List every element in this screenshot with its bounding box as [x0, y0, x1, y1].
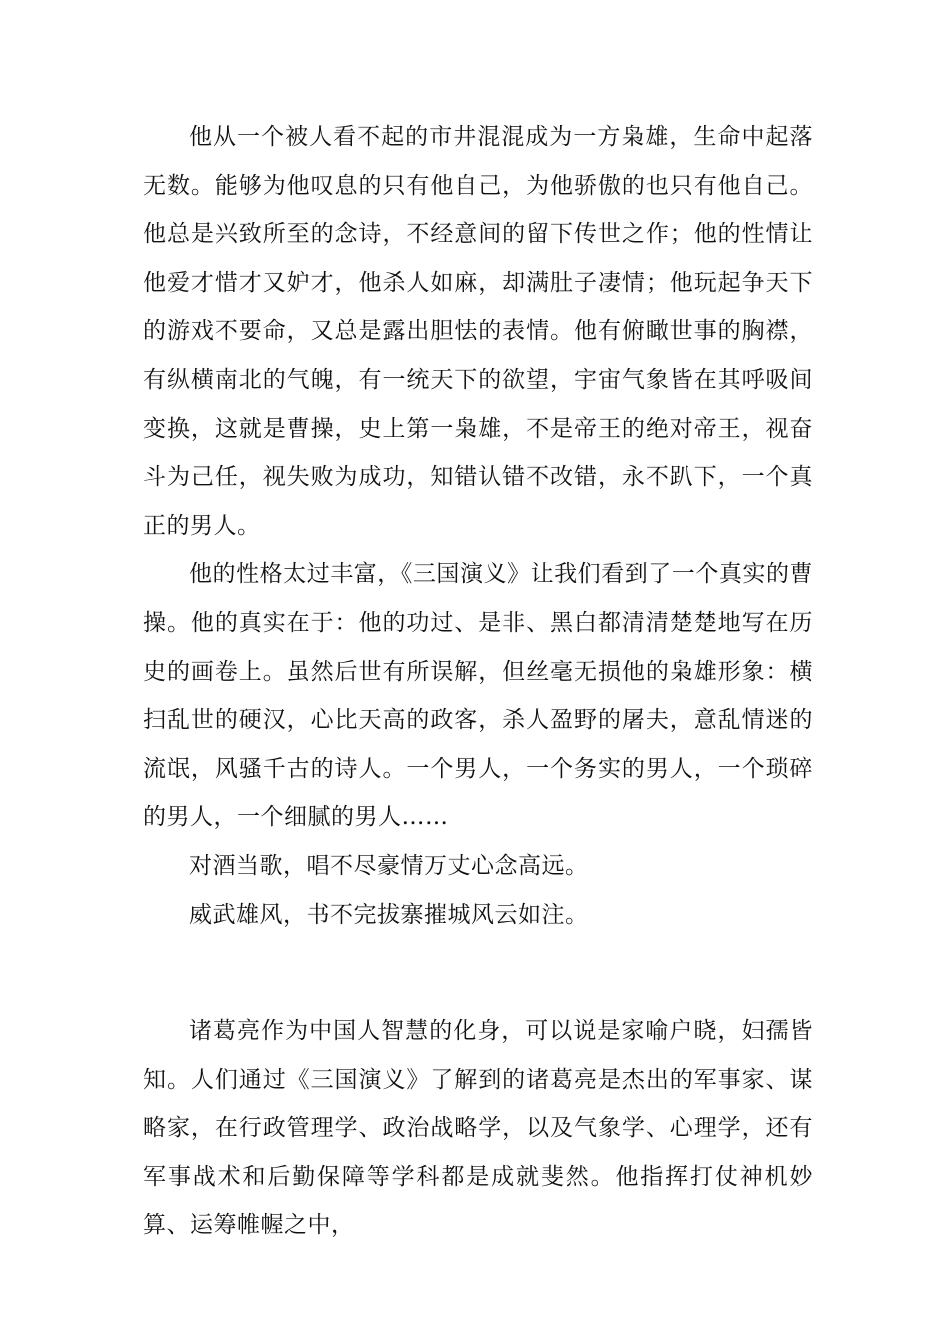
zhuge-liang-section	[143, 1007, 813, 1250]
paragraph: 威武雄风，书不完拔寨摧城风云如注。	[189, 901, 589, 928]
paragraph: 他的性格太过丰富，《三国演义》让我们看到了一个真实的曹操。他的真实在于：他的功过、是非、黑白都清清楚楚地写在历史的画卷上。虽然后世有所误解，但丝毫无损他的枭雄形象：横扫乱世的硬汉，心比天高的政客，杀人盈野的屠夫，意乱情迷的流氓，风骚千古的诗人。一个男人，一个务实的男人，一个琐碎的男人，一个细腻的男人……	[143, 561, 813, 831]
paragraph: 诸葛亮作为中国人智慧的化身，可以说是家喻户晓，妇孺皆知。人们通过《三国演义》了解到的诸葛亮是杰出的军事家、谋略家，在行政管理学、政治战略学，以及气象学、心理学，还有军事战术和后勤保障等学科都是成就斐然。他指挥打仗神机妙算、运筹帷幄之中，	[143, 1018, 813, 1239]
paragraph: 对酒当歌，唱不尽豪情万丈心念高远。	[189, 852, 589, 879]
paragraph: 他从一个被人看不起的市井混混成为一方枭雄，生命中起落无数。能够为他叹息的只有他自己，为他骄傲的也只有他自己。他总是兴致所至的念诗，不经意间的留下传世之作；他的性情让他爱才惜才又妒才，他杀人如麻，却满肚子凄情；他玩起争天下的游戏不要命，又总是露出胆怯的表情。他有俯瞰世事的胸襟，有纵横南北的气魄，有一统天下的欲望，宇宙气象皆在其呼吸间变换，这就是曹操，史上第一枭雄，不是帝王的绝对帝王，视奋斗为己任，视失败为成功，知错认错不改错，永不趴下，一个真正的男人。	[143, 124, 813, 539]
cao-cao-section	[143, 113, 813, 939]
